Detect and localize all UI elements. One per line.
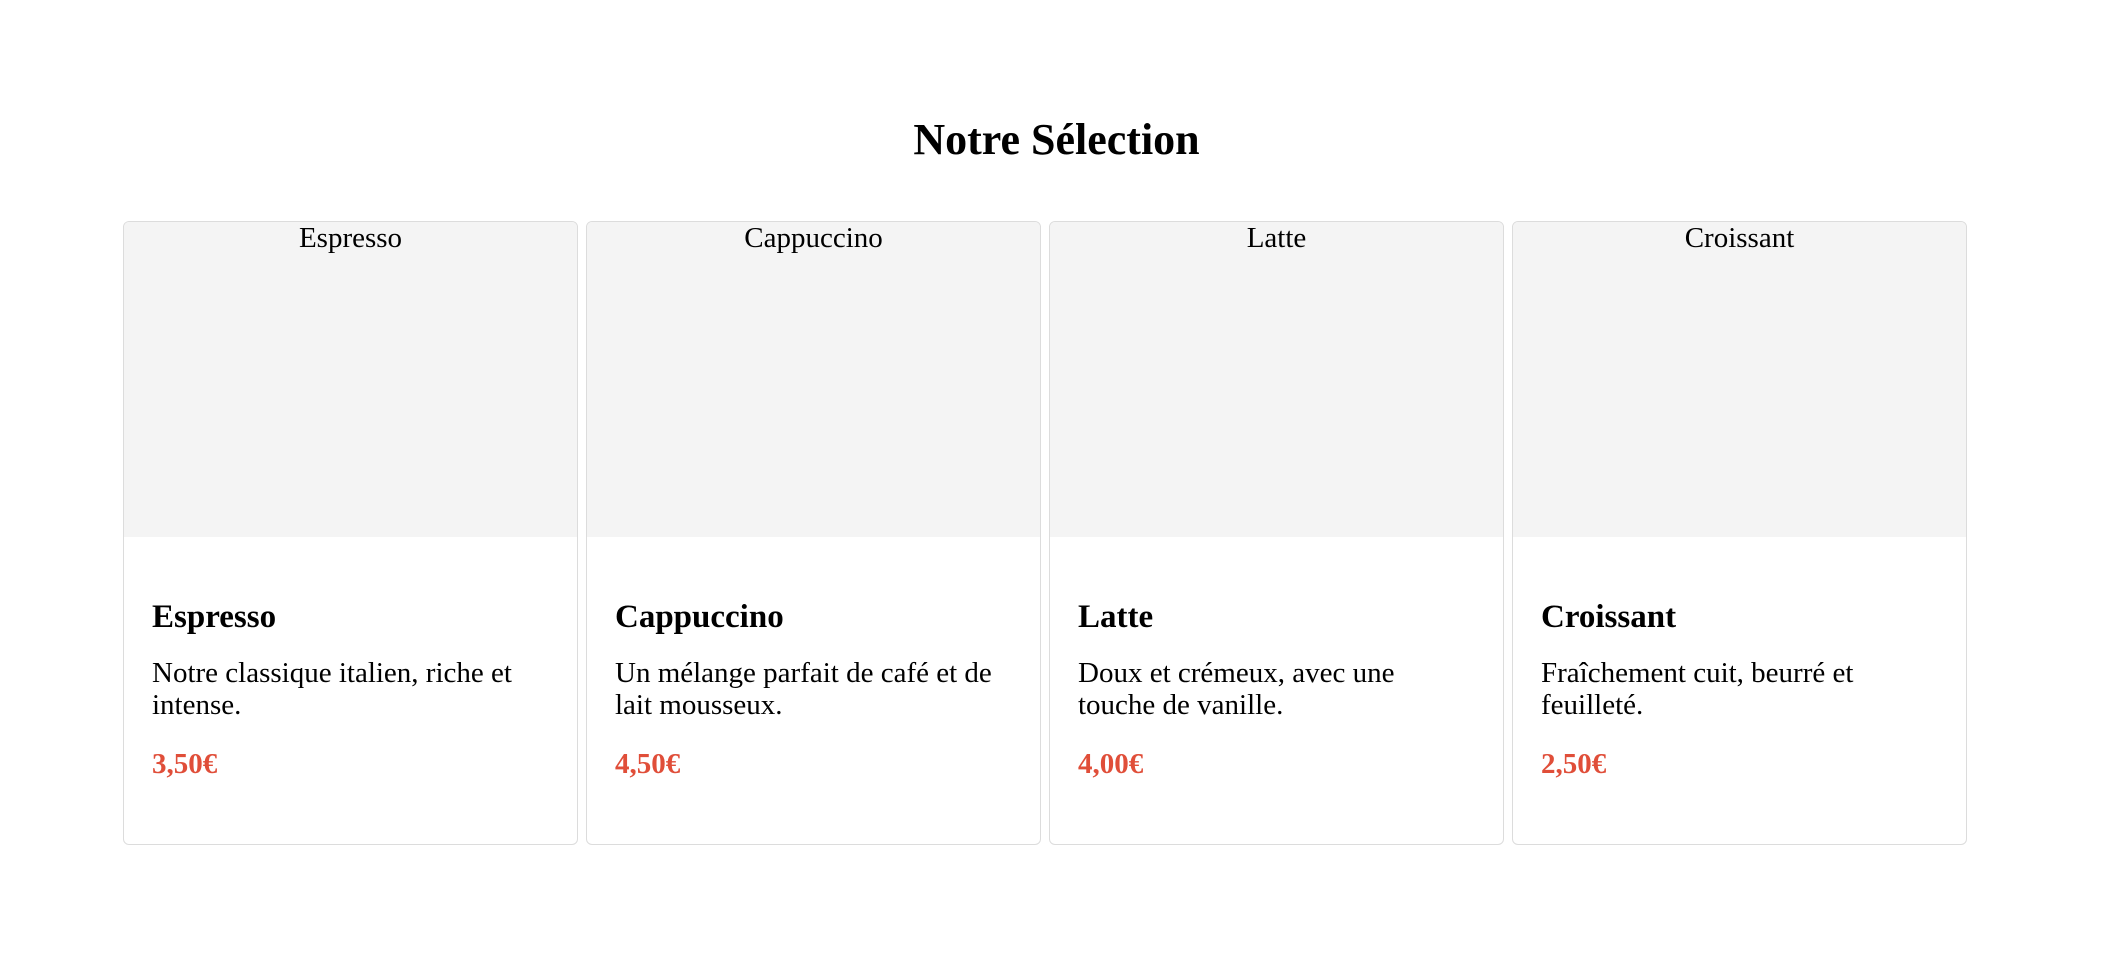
product-card-body bbox=[587, 537, 1040, 781]
product-description: Fraîchement cuit, beurré et feuilleté. bbox=[1541, 657, 1854, 721]
product-card-body bbox=[124, 537, 577, 781]
product-name: Latte bbox=[1078, 599, 1154, 635]
product-name: Cappuccino bbox=[615, 599, 784, 635]
product-image-placeholder[interactable]: Croissant bbox=[1513, 222, 1966, 537]
product-description: Notre classique italien, riche et intense. bbox=[152, 657, 512, 721]
product-card-croissant[interactable] bbox=[1512, 221, 1967, 845]
product-name: Espresso bbox=[152, 599, 277, 635]
product-card-cappuccino[interactable] bbox=[586, 221, 1041, 845]
product-price: 2,50€ bbox=[1541, 748, 1607, 780]
product-card-body bbox=[1050, 537, 1503, 781]
product-price: 4,00€ bbox=[1078, 748, 1144, 780]
product-description: Doux et crémeux, avec une touche de vanille. bbox=[1078, 657, 1395, 721]
product-name: Croissant bbox=[1541, 599, 1677, 635]
product-price: 4,50€ bbox=[615, 748, 681, 780]
product-card-body bbox=[1513, 537, 1966, 781]
product-image-placeholder[interactable]: Espresso bbox=[124, 222, 577, 537]
section-title: Notre Sélection bbox=[913, 115, 1200, 164]
product-grid bbox=[123, 221, 1967, 845]
product-card-espresso[interactable] bbox=[123, 221, 578, 845]
product-card-latte[interactable] bbox=[1049, 221, 1504, 845]
product-image-placeholder[interactable]: Latte bbox=[1050, 222, 1503, 537]
product-price: 3,50€ bbox=[152, 748, 218, 780]
product-description: Un mélange parfait de café et de lait mousseux. bbox=[615, 657, 992, 721]
product-image-placeholder[interactable]: Cappuccino bbox=[587, 222, 1040, 537]
